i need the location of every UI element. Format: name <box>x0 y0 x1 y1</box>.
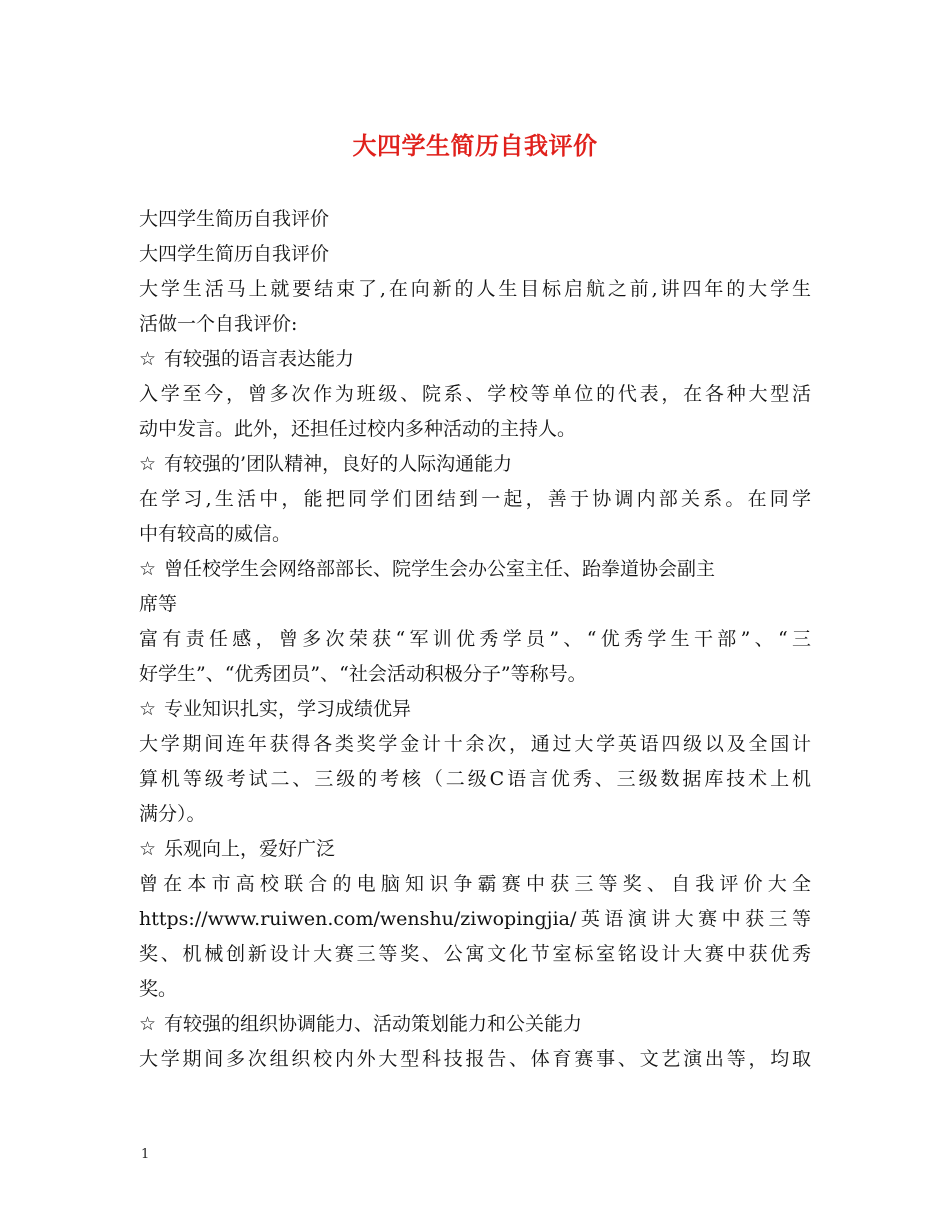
body-line: 算机等级考试二、三级的考核（二级C语言优秀、三级数据库技术上机 <box>139 768 811 790</box>
star-icon: ☆ <box>139 453 157 475</box>
body-line: 大四学生简历自我评价 <box>139 243 330 265</box>
section-heading: ☆ 有较强的语言表达能力 <box>139 348 355 370</box>
body-line: 大学期间多次组织校内外大型科技报告、体育赛事、文艺演出等，均取 <box>139 1048 811 1070</box>
document-title: 大四学生简历自我评价 <box>352 132 598 160</box>
page-number: 1 <box>141 1147 150 1162</box>
body-line-url: https://www.ruiwen.com/wenshu/ziwopingjia/英语演讲大赛中获三等 <box>139 908 811 930</box>
section-heading: ☆ 有较强的’团队精神，良好的人际沟通能力 <box>139 453 513 475</box>
body-line: 在学习,生活中，能把同学们团结到一起，善于协调内部关系。在同学 <box>139 488 811 510</box>
document-body <box>139 202 811 1077</box>
body-line: 动中发言。此外，还担任过校内多种活动的主持人。 <box>139 418 577 440</box>
body-line: 富有责任感，曾多次荣获“军训优秀学员”、“优秀学生干部”、“三 <box>139 628 811 650</box>
section-heading: ☆ 乐观向上，爱好广泛 <box>139 838 336 860</box>
body-line: 奖、机械创新设计大赛三等奖、公寓文化节室标室铭设计大赛中获优秀 <box>139 943 811 965</box>
star-icon: ☆ <box>139 698 157 720</box>
body-line: 入学至今，曾多次作为班级、院系、学校等单位的代表，在各种大型活 <box>139 383 811 405</box>
section-heading: ☆ 专业知识扎实，学习成绩优异 <box>139 698 412 720</box>
star-icon: ☆ <box>139 838 157 860</box>
body-line: 好学生”、“优秀团员”、“社会活动积极分子”等称号。 <box>139 663 587 685</box>
body-line: 中有较高的威信。 <box>139 523 292 545</box>
star-icon: ☆ <box>139 1013 157 1035</box>
body-line: 活做一个自我评价: <box>139 313 298 335</box>
body-line: 大学期间连年获得各类奖学金计十余次，通过大学英语四级以及全国计 <box>139 733 811 755</box>
star-icon: ☆ <box>139 558 157 580</box>
body-line: 大四学生简历自我评价 <box>139 208 330 230</box>
body-line: 奖。 <box>139 978 178 1000</box>
section-heading: ☆ 有较强的组织协调能力、活动策划能力和公关能力 <box>139 1013 583 1035</box>
body-line: 曾在本市高校联合的电脑知识争霸赛中获三等奖、自我评价大全 <box>139 873 811 895</box>
star-icon: ☆ <box>139 348 157 370</box>
section-heading: ☆ 曾任校学生会网络部部长、院学生会办公室主任、跆拳道协会副主 <box>139 558 716 580</box>
body-line: 满分）。 <box>139 803 206 825</box>
body-line: 大学生活马上就要结束了,在向新的人生目标启航之前,讲四年的大学生 <box>139 278 811 300</box>
body-line: 席等 <box>139 593 178 615</box>
